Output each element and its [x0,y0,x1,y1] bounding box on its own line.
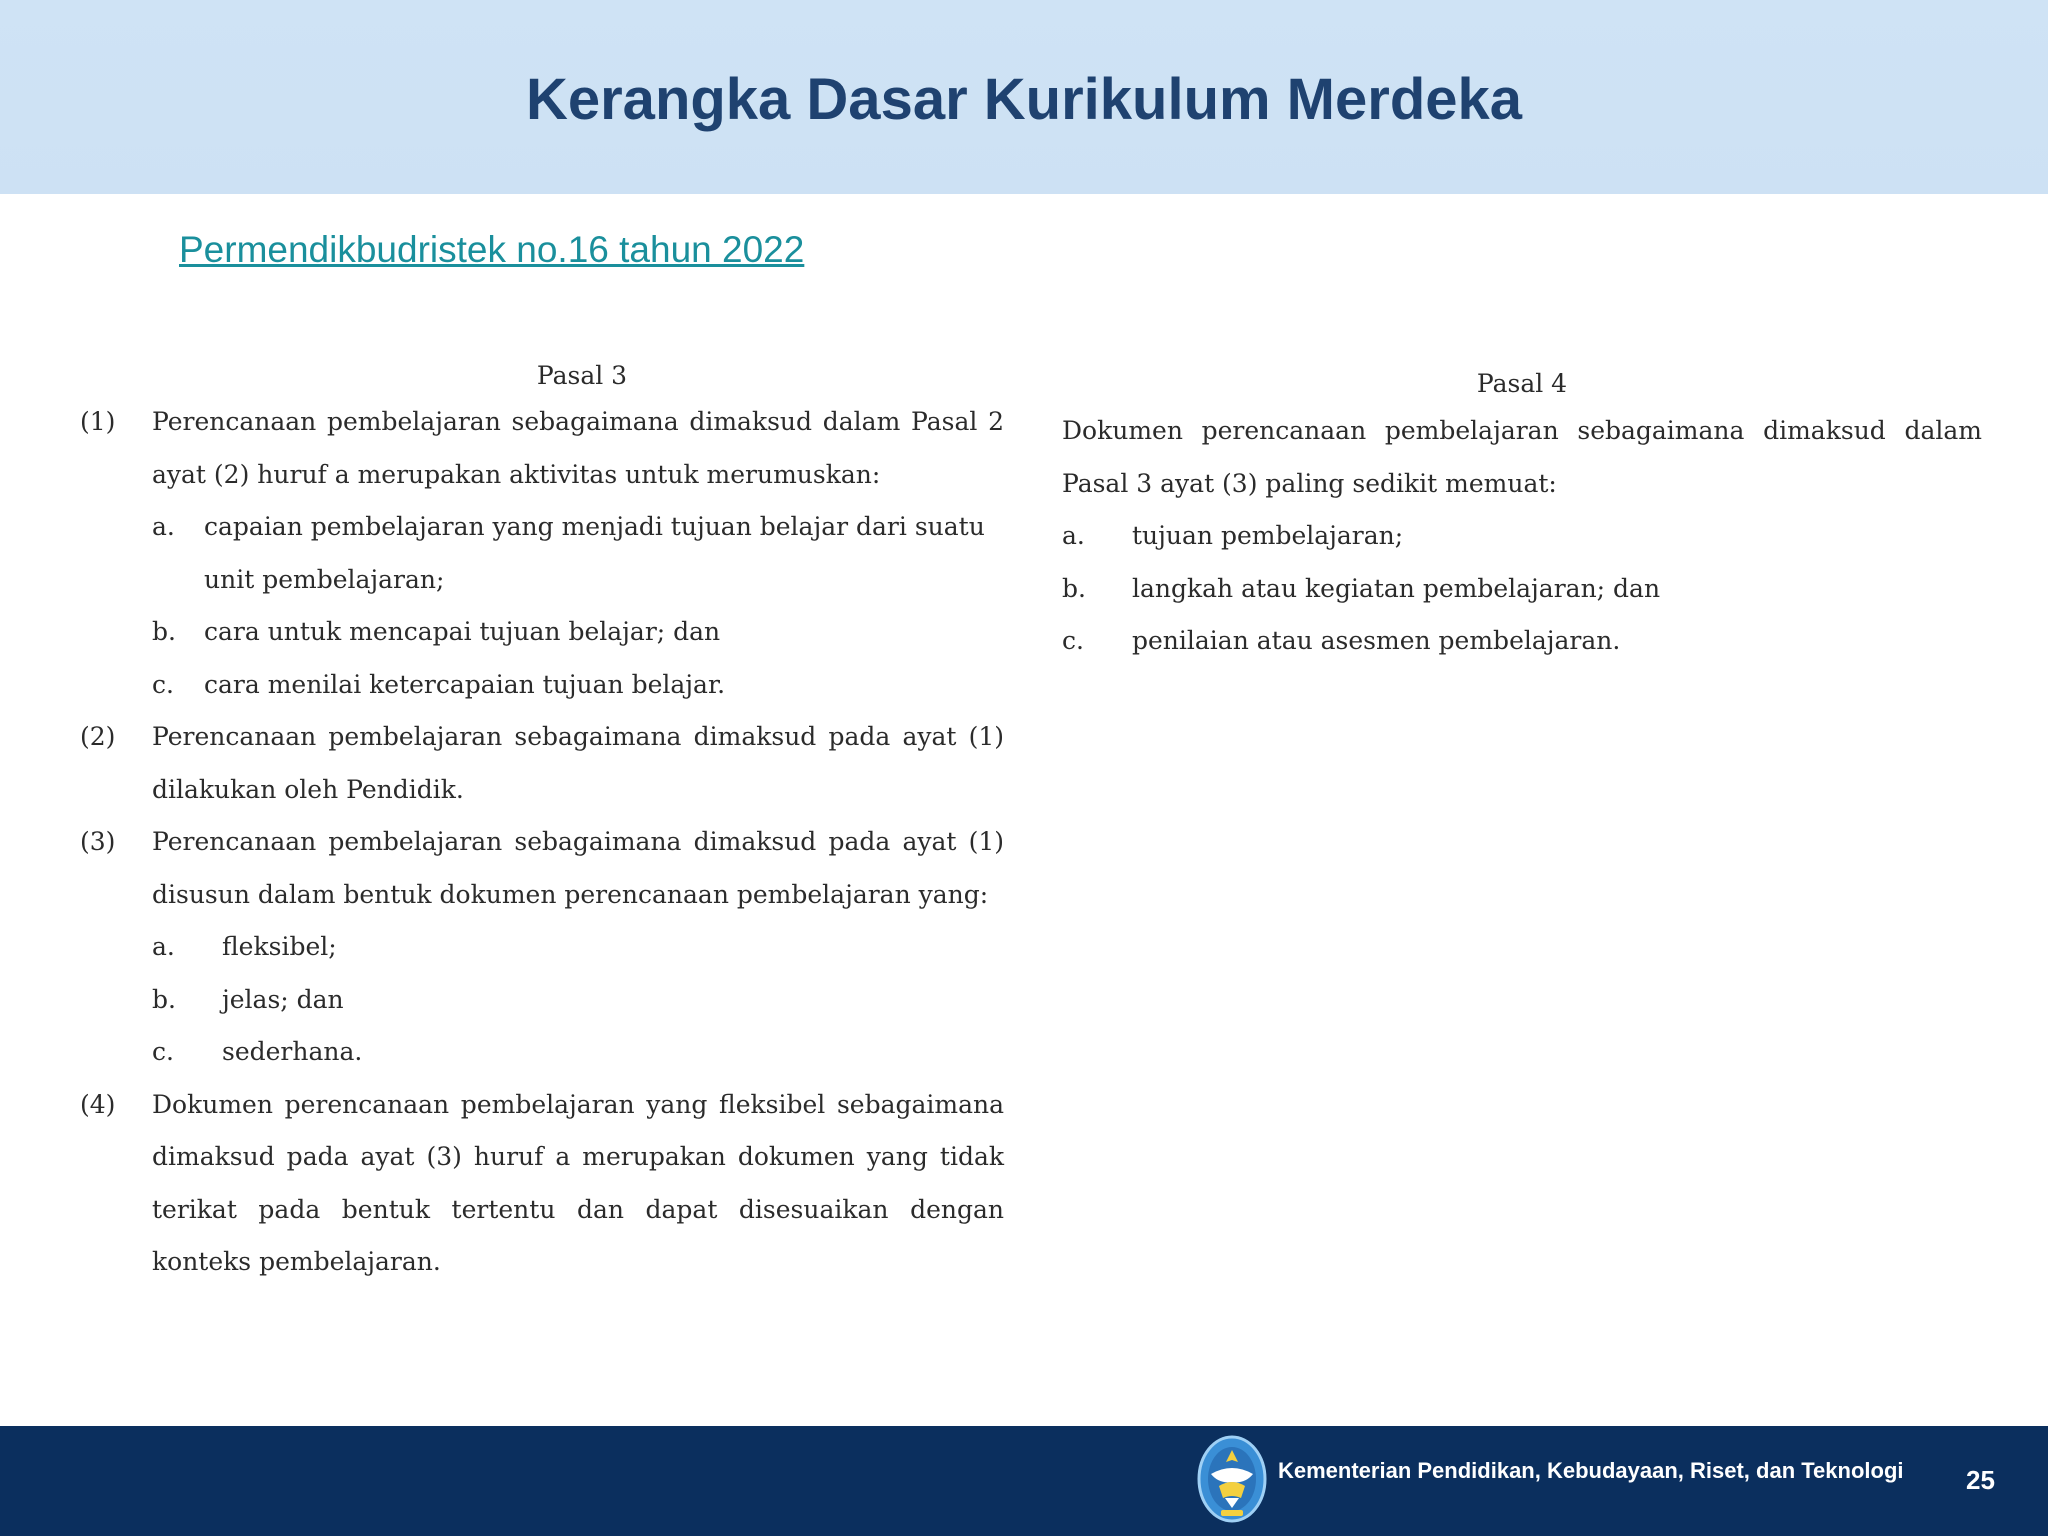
list-item [1062,510,1982,563]
list-item-letter: b. [1062,573,1086,603]
paragraph-text: Dokumen perencanaan pembelajaran yang fleksibel sebagaimana dimaksud pada ayat (3) huruf a merupakan dokumen yang tidak terikat pada bentuk tertentu dan dapat disesuaikan dengan konteks pembelajaran. [152,1089,1004,1276]
paragraph-number: (3) [80,827,116,856]
paragraph-number: (4) [80,1089,116,1119]
pasal-4-section [1062,364,1982,668]
list-item-letter: a. [1062,521,1085,550]
tut-wuri-handayani-logo-icon [1197,1434,1267,1524]
regulation-reference-link[interactable]: Permendikbudristek no.16 tahun 2022 [179,229,805,270]
list-item-text: sederhana. [222,1037,363,1066]
list-item-letter: c. [152,669,174,699]
list-item [152,1026,1004,1079]
pasal-3-section [80,356,1004,1289]
list-item-letter: b. [152,984,176,1014]
list-item [152,501,1004,606]
list-item-letter: a. [152,932,175,961]
list-item-text: fleksibel; [222,932,337,961]
paragraph-text: Perencanaan pembelajaran sebagaimana dimaksud pada ayat (1) dilakukan oleh Pendidik. [152,722,1004,804]
pasal-3-paragraph-4 [80,1079,1004,1289]
list-item [152,606,1004,659]
list-item-letter: c. [152,1037,174,1066]
list-item-text: jelas; dan [222,984,344,1014]
list-item-text: capaian pembelajaran yang menjadi tujuan belajar dari suatu unit pembelajaran; [204,512,985,594]
list-item-letter: b. [152,617,176,646]
list-item-text: cara untuk mencapai tujuan belajar; dan [204,617,721,646]
list-item-letter: c. [1062,626,1084,655]
list-item [1062,615,1982,668]
paragraph-number: (1) [80,407,116,436]
paragraph-text: Dokumen perencanaan pembelajaran sebagaimana dimaksud dalam Pasal 3 ayat (3) paling sedikit memuat: [1062,416,1982,498]
list-item [152,921,1004,974]
list-item [152,659,1004,712]
pasal-4-heading: Pasal 4 [1476,369,1568,398]
page-number: 25 [1966,1465,1995,1495]
paragraph-text: Perencanaan pembelajaran sebagaimana dimaksud pada ayat (1) disusun dalam bentuk dokumen perencanaan pembelajaran yang: [152,827,1004,909]
list-item-text: penilaian atau asesmen pembelajaran. [1132,626,1621,655]
pasal-3-heading: Pasal 3 [536,361,628,390]
paragraph-text: Perencanaan pembelajaran sebagaimana dimaksud dalam Pasal 2 ayat (2) huruf a merupakan aktivitas untuk merumuskan: [152,407,1004,489]
pasal-3-paragraph-3 [80,816,1004,1079]
list-item-text: langkah atau kegiatan pembelajaran; dan [1132,573,1661,603]
pasal-3-paragraph-2 [80,711,1004,816]
list-item [152,974,1004,1027]
list-item-text: cara menilai ketercapaian tujuan belajar. [204,669,726,699]
pasal-3-paragraph-1 [80,396,1004,711]
ministry-name: Kementerian Pendidikan, Kebudayaan, Riset, dan Teknologi [1278,1458,1904,1483]
list-item-text: tujuan pembelajaran; [1132,521,1404,550]
list-item-letter: a. [152,512,175,541]
slide-title: Kerangka Dasar Kurikulum Merdeka [525,67,1523,132]
paragraph-number: (2) [80,722,116,751]
list-item [1062,563,1982,616]
